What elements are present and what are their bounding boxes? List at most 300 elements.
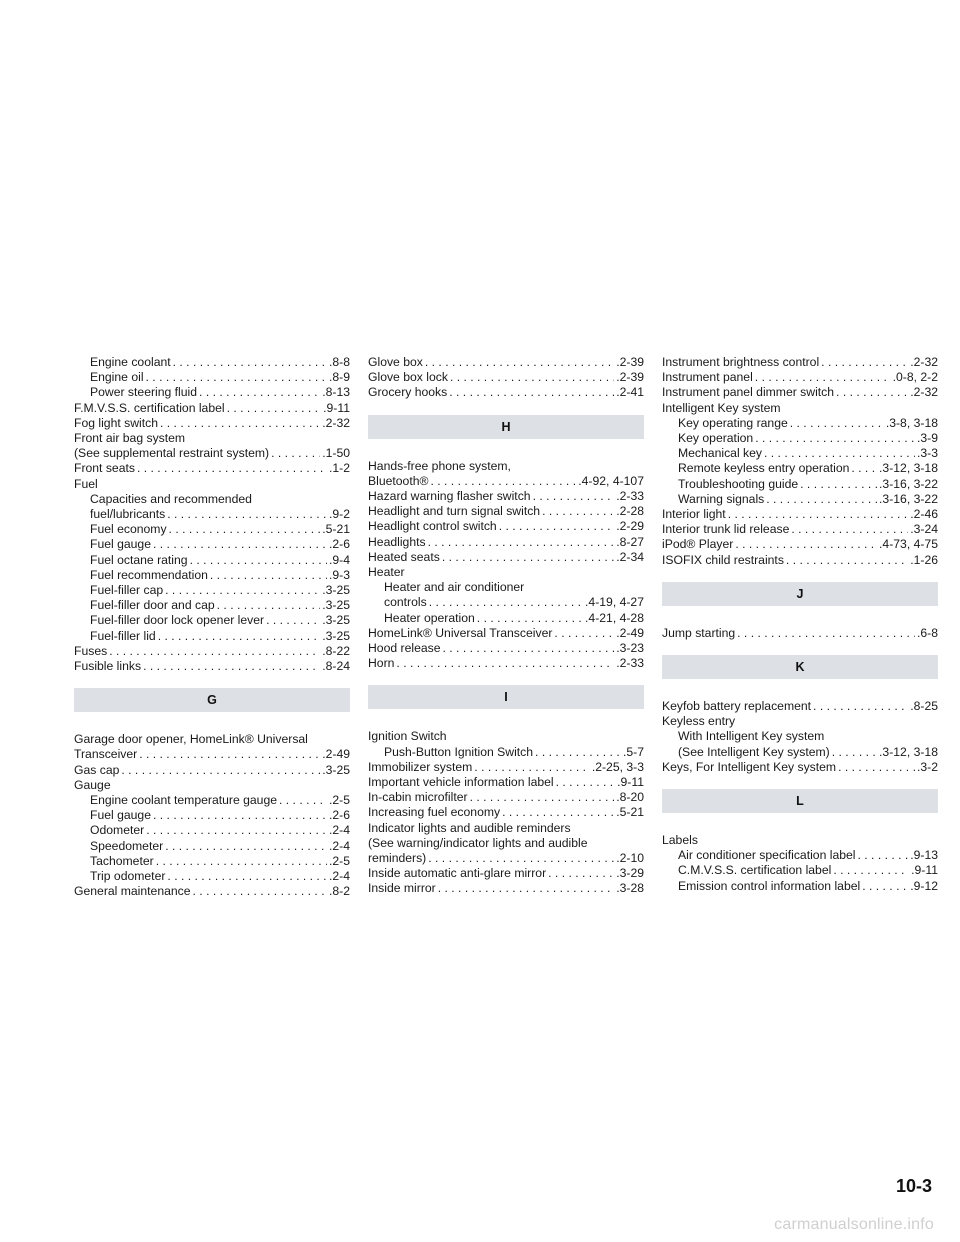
dot-leader [556, 775, 616, 790]
dot-leader [851, 461, 877, 476]
index-entry[interactable] [368, 595, 644, 610]
index-entry-label: Fuel-filler door and cap [90, 598, 215, 613]
index-entry[interactable] [368, 474, 644, 489]
dot-leader [766, 492, 877, 507]
dot-leader [449, 385, 614, 400]
index-entry-page: .9-11 [911, 863, 938, 878]
index-entry-label: Tachometer [90, 853, 154, 868]
index-entry-page: .3-8, 3-18 [885, 415, 938, 430]
index-entry-label: Front seats [74, 461, 135, 476]
index-entry-page: .4-73, 4-75 [879, 537, 938, 552]
index-entry-page: .3-2 [916, 759, 938, 774]
index-heading: Front air bag system [74, 431, 186, 446]
dot-leader [542, 504, 614, 519]
index-entry[interactable] [74, 808, 350, 823]
index-entry-label: Fuel gauge [90, 808, 151, 823]
index-entry-label: Instrument brightness control [662, 355, 820, 369]
index-entry-label: Transceiver [74, 747, 138, 762]
index-heading: Hands-free phone system, [368, 458, 511, 473]
index-heading: Keyless entry [662, 714, 736, 729]
index-entry-label: Fuses [74, 643, 108, 658]
index-entry-page: .3-12, 3-18 [879, 461, 938, 476]
index-entry[interactable] [368, 370, 644, 385]
index-entry-page: .3-28 [616, 881, 644, 896]
dot-leader [109, 644, 320, 659]
dot-leader [428, 535, 615, 550]
index-entry[interactable] [74, 385, 350, 400]
index-entry-page: .2-32 [910, 385, 938, 400]
dot-leader [425, 355, 614, 370]
index-entry-page: .8-2 [328, 884, 350, 899]
index-entry-page: .4-92, 4-107 [578, 473, 644, 488]
index-entry-label: Fuel-filler cap [90, 583, 164, 598]
dot-leader [217, 598, 321, 613]
index-entry[interactable] [368, 385, 644, 400]
index-entry-page: .0-8, 2-2 [892, 370, 938, 385]
index-entry-label: General maintenance [74, 884, 191, 899]
index-entry[interactable] [662, 370, 938, 385]
index-entry-page: .3-3 [916, 446, 938, 461]
index-entry[interactable] [74, 553, 350, 568]
index-entry-page: .8-9 [328, 370, 350, 385]
section-letter-l: L [662, 789, 938, 813]
index-heading: With Intelligent Key system [678, 729, 825, 744]
index-entry[interactable] [368, 775, 644, 790]
dot-leader [737, 626, 915, 641]
index-entry[interactable] [662, 626, 938, 641]
index-entry-label: Instrument panel dimmer switch [662, 385, 835, 400]
index-entry-label: F.M.V.S.S. certification label [74, 400, 225, 415]
index-entry[interactable] [74, 884, 350, 899]
index-entry-label: Fuel octane rating [90, 552, 188, 567]
dot-leader [396, 656, 614, 671]
index-entry-page: .3-29 [616, 866, 644, 881]
index-entry[interactable] [368, 760, 644, 775]
index-entry[interactable] [662, 537, 938, 552]
index-entry-label: Headlight and turn signal switch [368, 504, 541, 519]
index-heading: Indicator lights and audible reminders [368, 820, 571, 835]
dot-leader [470, 790, 615, 805]
index-entry[interactable] [368, 535, 644, 550]
dot-leader [833, 863, 909, 878]
dot-leader [548, 866, 614, 881]
dot-leader [838, 760, 915, 775]
index-entry[interactable] [74, 629, 350, 644]
dot-leader [156, 854, 327, 869]
index-entry-label: Speedometer [90, 838, 164, 853]
index-entry[interactable] [662, 522, 938, 537]
index-entry[interactable] [74, 854, 350, 869]
dot-leader [430, 474, 576, 489]
index-entry-page: .3-16, 3-22 [879, 476, 938, 491]
index-entry-page: .2-28 [616, 504, 644, 519]
index-entry-label: (See Intelligent Key system) [678, 744, 830, 759]
index-entry-label: Horn [368, 656, 395, 671]
index-entry-page: .3-25 [322, 762, 350, 777]
index-entry[interactable] [74, 598, 350, 613]
index-entry-label: Important vehicle information label [368, 775, 554, 790]
dot-leader [190, 553, 327, 568]
dot-leader [167, 507, 327, 522]
index-heading: Gauge [74, 777, 111, 792]
index-entry-page: .2-46 [910, 507, 938, 522]
index-entry-label: Hazard warning flasher switch [368, 489, 531, 504]
index-heading: Ignition Switch [368, 729, 447, 744]
index-entry-page: .9-4 [328, 552, 350, 567]
index-entry-label: ISOFIX child restraints [662, 552, 784, 567]
index-entry[interactable] [368, 489, 644, 504]
dot-leader [728, 507, 909, 522]
index-entry[interactable] [662, 446, 938, 461]
index-entry-page: .8-13 [322, 385, 350, 400]
index-entry[interactable] [74, 869, 350, 884]
index-entry-label: Odometer [90, 823, 145, 838]
index-entry-label: Heated seats [368, 549, 440, 564]
index-entry[interactable] [368, 626, 644, 641]
watermark: carmanualsonline.info [774, 1216, 934, 1233]
index-entry[interactable] [368, 550, 644, 565]
dot-leader [786, 553, 908, 568]
index-entry-label: Emission control information label [678, 878, 861, 893]
dot-leader [146, 370, 327, 385]
index-entry-label: Air conditioner specification label [678, 848, 856, 863]
index-entry-label: Troubleshooting guide [678, 476, 799, 491]
index-entry-page: .2-4 [328, 869, 350, 884]
index-entry-page: .9-2 [328, 507, 350, 522]
index-heading: Fuel [74, 476, 98, 491]
index-entry-page: .2-41 [616, 385, 644, 400]
index-entry-page: .3-24 [910, 522, 938, 537]
dot-leader [755, 370, 891, 385]
index-entry[interactable] [662, 745, 938, 760]
index-entry-label: Key operating range [678, 415, 788, 430]
index-entry-label: Fuel recommendation [90, 567, 208, 582]
dot-leader [499, 519, 615, 534]
index-entry[interactable] [74, 537, 350, 552]
index-entry[interactable] [368, 611, 644, 626]
index-entry-label: Gas cap [74, 762, 120, 777]
index-entry-page: .8-20 [616, 790, 644, 805]
index-entry[interactable] [662, 385, 938, 400]
index-entry-label: Headlight control switch [368, 519, 497, 534]
index-entry-label: Hood release [368, 641, 441, 656]
index-entry[interactable] [368, 355, 644, 370]
index-entry[interactable] [662, 699, 938, 714]
index-entry-page: .9-3 [328, 567, 350, 582]
index-entry[interactable] [662, 553, 938, 568]
index-entry-label: reminders) [368, 851, 427, 866]
index-entry-label: Inside mirror [368, 881, 436, 896]
index-entry-page: .2-25, 3-3 [591, 759, 644, 774]
dot-leader [474, 760, 590, 775]
index-entry-label: Fusible links [74, 659, 142, 674]
dot-leader [862, 879, 908, 894]
index-entry-label: In-cabin microfilter [368, 790, 468, 805]
index-entry-label: Instrument panel [662, 370, 753, 385]
dot-leader [790, 416, 884, 431]
index-entry-page: .2-49 [322, 747, 350, 762]
dot-leader [535, 745, 621, 760]
index-entry[interactable] [74, 401, 350, 416]
dot-leader [821, 355, 908, 370]
index-entry-page: .3-25 [322, 583, 350, 598]
dot-leader [160, 416, 320, 431]
index-entry-label: Power steering fluid [90, 385, 198, 400]
index-entry-label: Engine oil [90, 370, 144, 385]
index-entry-page: .1-50 [322, 446, 350, 461]
dot-leader [173, 355, 327, 370]
index-entry-page: .5-21 [616, 805, 644, 820]
index-entry[interactable] [662, 477, 938, 492]
dot-leader [271, 446, 320, 461]
index-entry-label: Jump starting [662, 625, 736, 640]
index-entry-page: .3-23 [616, 641, 644, 656]
index-entry-label: controls [384, 595, 427, 610]
dot-leader [193, 884, 327, 899]
dot-leader [158, 629, 321, 644]
index-entry-page: .3-12, 3-18 [879, 744, 938, 759]
section-letter-g: G [74, 688, 350, 712]
section-letter-k: K [662, 655, 938, 679]
dot-leader [153, 537, 327, 552]
index-entry-page: .2-32 [910, 355, 938, 369]
dot-leader [764, 446, 915, 461]
index-entry[interactable] [368, 745, 644, 760]
index-entry-label: Fuel gauge [90, 537, 151, 552]
index-entry-page: .2-5 [328, 853, 350, 868]
index-entry-page: .9-11 [323, 400, 350, 415]
dot-leader [137, 461, 327, 476]
dot-leader [266, 613, 320, 628]
index-entry[interactable] [74, 507, 350, 522]
index-entry-page: .5-21 [322, 522, 350, 537]
dot-leader [199, 385, 320, 400]
index-entry-label: fuel/lubricants [90, 507, 166, 522]
dot-leader [813, 699, 908, 714]
index-entry[interactable] [662, 863, 938, 878]
index-entry-label: Fuel-filler door lock opener lever [90, 613, 265, 628]
index-entry-label: Keys, For Intelligent Key system [662, 759, 837, 774]
index-entry[interactable] [74, 446, 350, 461]
index-entry-page: .9-11 [617, 775, 644, 790]
index-entry[interactable] [368, 866, 644, 881]
index-entry-page: .3-25 [322, 628, 350, 643]
index-entry[interactable] [74, 522, 350, 537]
index-entry[interactable] [662, 416, 938, 431]
index-entry-page: .8-8 [328, 355, 350, 369]
dot-leader [442, 550, 614, 565]
index-entry[interactable] [368, 881, 644, 896]
index-entry-label: Fuel-filler lid [90, 628, 156, 643]
dot-leader [755, 431, 915, 446]
index-entry[interactable] [662, 879, 938, 894]
index-entry-label: Engine coolant [90, 355, 171, 369]
index-entry-label: Glove box [368, 355, 423, 369]
dot-leader [165, 839, 327, 854]
index-entry[interactable] [662, 355, 938, 370]
dot-leader [143, 659, 320, 674]
index-entry[interactable] [74, 644, 350, 659]
index-entry-page: .2-6 [328, 537, 350, 552]
index-entry[interactable] [74, 659, 350, 674]
index-entry-label: Increasing fuel economy [368, 805, 501, 820]
index-entry[interactable] [74, 839, 350, 854]
index-column-2 [368, 355, 644, 897]
index-entry-page: .1-2 [328, 461, 350, 476]
dot-leader [800, 477, 877, 492]
index-heading: Heater [368, 565, 405, 580]
index-entry-label: Engine coolant temperature gauge [90, 793, 278, 808]
index-entry[interactable] [662, 848, 938, 863]
index-entry-page: .2-4 [328, 823, 350, 838]
index-entry-label: Glove box lock [368, 370, 448, 385]
index-entry-label: Push-Button Ignition Switch [384, 744, 534, 759]
index-entry[interactable] [74, 793, 350, 808]
index-entry-label: Trip odometer [90, 869, 166, 884]
dot-leader [554, 626, 614, 641]
index-heading: Labels [662, 833, 698, 848]
index-entry-label: Mechanical key [678, 446, 762, 461]
index-entry[interactable] [662, 507, 938, 522]
index-heading: Capacities and recommended [90, 491, 252, 506]
dot-leader [438, 881, 614, 896]
index-entry[interactable] [74, 583, 350, 598]
index-entry-label: Heater operation [384, 610, 475, 625]
index-entry-label: HomeLink® Universal Transceiver [368, 625, 553, 640]
index-entry-page: .2-39 [616, 355, 644, 369]
dot-leader [836, 385, 908, 400]
index-heading: Intelligent Key system [662, 400, 781, 415]
index-entry[interactable] [368, 641, 644, 656]
index-entry-label: Headlights [368, 534, 426, 549]
dot-leader [167, 869, 327, 884]
index-entry-page: .9-13 [910, 848, 938, 863]
index-entry-page: .2-5 [328, 793, 350, 808]
index-entry[interactable] [74, 823, 350, 838]
index-entry-label: Warning signals [678, 491, 765, 506]
index-entry-page: .3-16, 3-22 [879, 491, 938, 506]
dot-leader [858, 848, 909, 863]
index-entry[interactable] [368, 656, 644, 671]
index-entry[interactable] [662, 461, 938, 476]
index-entry-page: .2-33 [616, 656, 644, 671]
dot-leader [832, 745, 877, 760]
index-entry-page: .8-25 [910, 699, 938, 714]
index-entry-page: .8-22 [322, 643, 350, 658]
index-entry-label: Remote keyless entry operation [678, 461, 850, 476]
index-entry-label: Bluetooth® [368, 473, 429, 488]
index-entry-label: Interior light [662, 507, 726, 522]
index-entry-page: .3-25 [322, 598, 350, 613]
index-entry-page: .2-29 [616, 519, 644, 534]
dot-leader [450, 370, 614, 385]
dot-leader [443, 641, 615, 656]
dot-leader [210, 568, 327, 583]
index-entry[interactable] [74, 461, 350, 476]
index-entry-page: .4-21, 4-28 [585, 610, 644, 625]
index-entry-label: Interior trunk lid release [662, 522, 790, 537]
dot-leader [279, 793, 327, 808]
index-entry[interactable] [662, 431, 938, 446]
index-entry-page: .4-19, 4-27 [585, 595, 644, 610]
index-entry[interactable] [74, 568, 350, 583]
index-entry[interactable] [74, 355, 350, 370]
index-entry-label: Inside automatic anti-glare mirror [368, 866, 547, 881]
page-number: 10-3 [895, 1176, 932, 1196]
index-entry-page: .2-10 [616, 851, 644, 866]
section-letter-h: H [368, 415, 644, 439]
index-heading: Heater and air conditioner [384, 580, 525, 595]
index-entry-label: iPod® Player [662, 537, 734, 552]
dot-leader [502, 805, 614, 820]
dot-leader [121, 763, 320, 778]
index-entry[interactable] [74, 370, 350, 385]
dot-leader [477, 611, 583, 626]
dot-leader [227, 401, 322, 416]
dot-leader [153, 808, 327, 823]
index-column-1 [74, 355, 350, 900]
index-entry-page: .2-32 [322, 415, 350, 430]
index-entry[interactable] [368, 805, 644, 820]
index-entry-page: .2-4 [328, 838, 350, 853]
index-entry[interactable] [662, 492, 938, 507]
index-entry-page: .2-34 [616, 549, 644, 564]
section-letter-j: J [662, 582, 938, 606]
index-heading: Garage door opener, HomeLink® Universal [74, 732, 308, 747]
index-entry-page: .5-7 [622, 744, 644, 759]
index-entry-label: Grocery hooks [368, 385, 448, 400]
index-entry-page: .2-49 [616, 625, 644, 640]
index-entry[interactable] [74, 613, 350, 628]
dot-leader [735, 537, 877, 552]
index-entry[interactable] [368, 519, 644, 534]
index-entry-label: (See supplemental restraint system) [74, 446, 270, 461]
index-entry-page: .3-9 [916, 431, 938, 446]
section-letter-i: I [368, 685, 644, 709]
dot-leader [428, 851, 614, 866]
dot-leader [139, 747, 320, 762]
index-entry-page: .8-27 [616, 534, 644, 549]
index-entry-page: .2-33 [616, 489, 644, 504]
dot-leader [165, 583, 320, 598]
index-entry-label: Keyfob battery replacement [662, 699, 812, 714]
index-entry-page: .6-8 [916, 625, 938, 640]
index-entry[interactable] [368, 504, 644, 519]
index-entry-page: .2-6 [328, 808, 350, 823]
index-entry-page: .2-39 [616, 370, 644, 385]
dot-leader [791, 522, 908, 537]
index-column-3 [662, 355, 938, 894]
index-entry[interactable] [74, 763, 350, 778]
index-entry-page: .8-24 [322, 659, 350, 674]
index-entry-page: .1-26 [910, 552, 938, 567]
dot-leader [429, 595, 583, 610]
index-heading: (See warning/indicator lights and audible [368, 835, 588, 850]
index-entry[interactable] [368, 790, 644, 805]
index-entry-label: Immobilizer system [368, 759, 473, 774]
dot-leader [169, 522, 321, 537]
index-entry[interactable] [74, 416, 350, 431]
index-entry-label: Fuel economy [90, 522, 167, 537]
index-entry-page: .3-25 [322, 613, 350, 628]
dot-leader [146, 823, 327, 838]
dot-leader [533, 489, 615, 504]
index-entry[interactable] [662, 760, 938, 775]
index-entry-page: .9-12 [910, 878, 938, 893]
index-entry[interactable] [74, 747, 350, 762]
index-entry[interactable] [368, 851, 644, 866]
index-entry-label: C.M.V.S.S. certification label [678, 863, 832, 878]
